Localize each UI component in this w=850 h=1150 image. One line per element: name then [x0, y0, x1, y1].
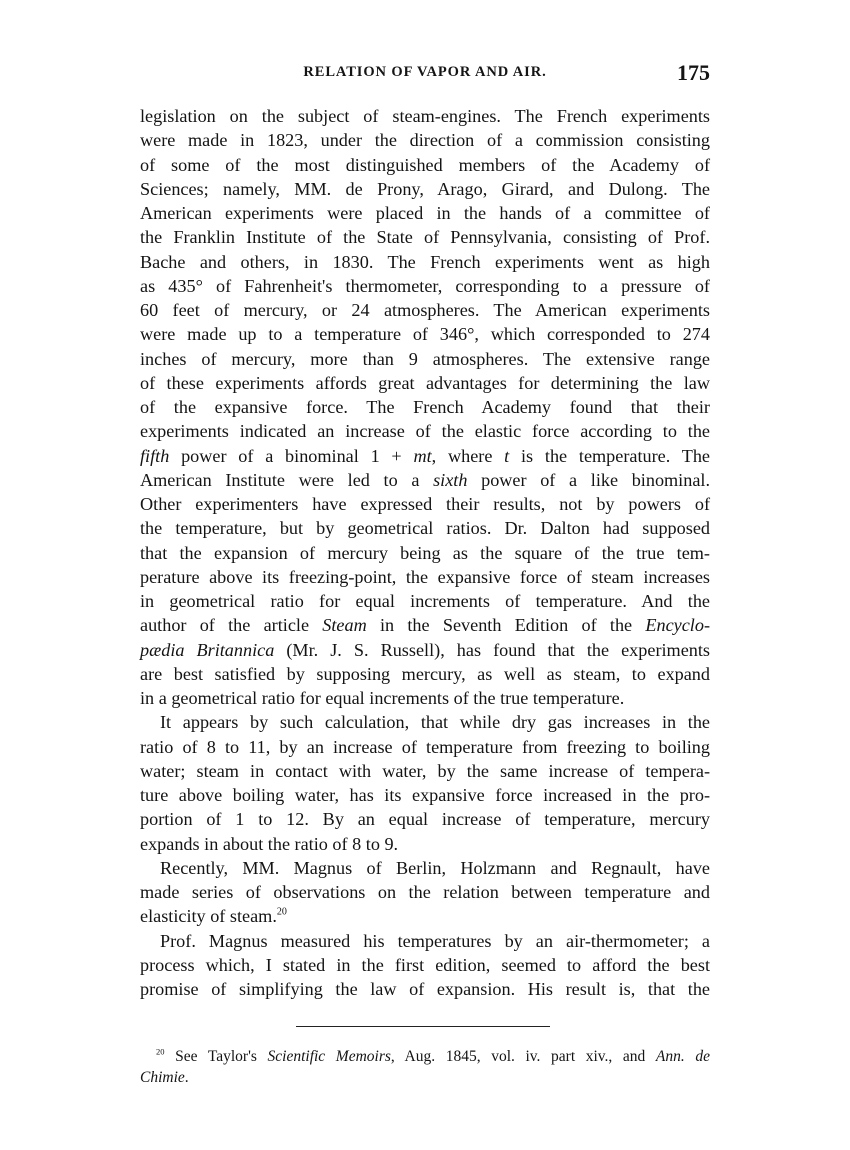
text-line: experiments indicated an increase of the elastic force according to the [140, 421, 710, 442]
footnote [140, 1046, 710, 1088]
text-line: of some of the most distinguished members of the Academy of [140, 154, 710, 175]
paragraph [140, 710, 710, 856]
paragraph [140, 929, 710, 1002]
text-line: Recently, MM. Magnus of Berlin, Holzmann and Regnault, have [160, 857, 710, 878]
text-line: pædia Britannica (Mr. J. S. Russell), has found that the experiments [140, 639, 710, 660]
text-line: perature above its freezing-point, the expansive force of steam increases [140, 566, 710, 587]
text-line: Other experimenters have expressed their results, not by powers of [140, 494, 710, 514]
text-line: the Franklin Institute of the State of Pennsylvania, consisting of Prof. [140, 227, 710, 248]
paragraph [140, 104, 710, 710]
text-line: were made up to a temperature of 346°, which corresponded to 274 [140, 324, 710, 345]
text-line: in geometrical ratio for equal increments of temperature. And the [140, 591, 710, 611]
text-line: fifth power of a binominal 1 + mt, where t is the temperature. The [140, 445, 710, 466]
running-title: RELATION OF VAPOR AND AIR. [303, 64, 547, 80]
text-line: It appears by such calculation, that while dry gas increases in the [160, 712, 710, 733]
text-line: ture above boiling water, has its expansive force increased in the pro- [140, 785, 710, 805]
text-line: are best satisfied by supposing mercury, as well as steam, to expand [140, 663, 710, 684]
text-line: elasticity of steam.$^{20}$ [140, 906, 287, 927]
text-line: portion of 1 to 12. By an equal increase of temperature, mercury [140, 809, 710, 830]
footnote-line: Chimie. [140, 1069, 189, 1086]
text-line: were made in 1823, under the direction of a commission consisting [140, 130, 710, 151]
text-line: in a geometrical ratio for equal increments of the true temperature. [140, 688, 625, 708]
text-line: American experiments were placed in the hands of a committee of [140, 203, 710, 223]
text-line: Prof. Magnus measured his temperatures by an air-thermometer; a [160, 930, 710, 951]
text-line: Sciences; namely, MM. de Prony, Arago, Girard, and Dulong. The [140, 178, 710, 199]
text-line: that the expansion of mercury being as the square of the true tem- [140, 542, 710, 563]
paragraph [140, 856, 710, 929]
text-line: legislation on the subject of steam-engines. The French experiments [140, 106, 710, 126]
text-line: as 435° of Fahrenheit's thermometer, corresponding to a pressure of [140, 275, 710, 296]
text-line: expands in about the ratio of 8 to 9. [140, 833, 399, 854]
text-line: Bache and others, in 1830. The French experiments went as high [140, 251, 710, 272]
text-line: inches of mercury, more than 9 atmospheres. The extensive range [140, 348, 710, 369]
body-text [140, 104, 710, 1001]
text-line: the temperature, but by geometrical ratios. Dr. Dalton had supposed [140, 518, 710, 539]
text-line: ratio of 8 to 11, by an increase of temperature from freezing to boiling [140, 736, 710, 757]
text-line: water; steam in contact with water, by the same increase of tempera- [140, 760, 710, 781]
text-line: 60 feet of mercury, or 24 atmospheres. The American experiments [140, 300, 710, 320]
text-line: made series of observations on the relation between temperature and [140, 882, 710, 902]
page-number: 175 [677, 60, 710, 85]
text-line: of the expansive force. The French Academy found that their [140, 397, 710, 417]
footnote-line: $^{20}$ See Taylor's Scientific Memoirs, Aug. 1845, vol. iv. part xiv., and Ann. de [156, 1046, 710, 1065]
text-line: promise of simplifying the law of expansion. His result is, that the [140, 979, 710, 999]
text-line: of these experiments affords great advantages for determining the law [140, 372, 710, 393]
footnote-divider [296, 1026, 550, 1027]
text-line: process which, I stated in the first edition, seemed to afford the best [140, 954, 710, 975]
text-line: American Institute were led to a sixth power of a like binominal. [140, 469, 711, 490]
running-head [140, 60, 710, 88]
text-line: author of the article Steam in the Seventh Edition of the Encyclo- [140, 615, 710, 636]
